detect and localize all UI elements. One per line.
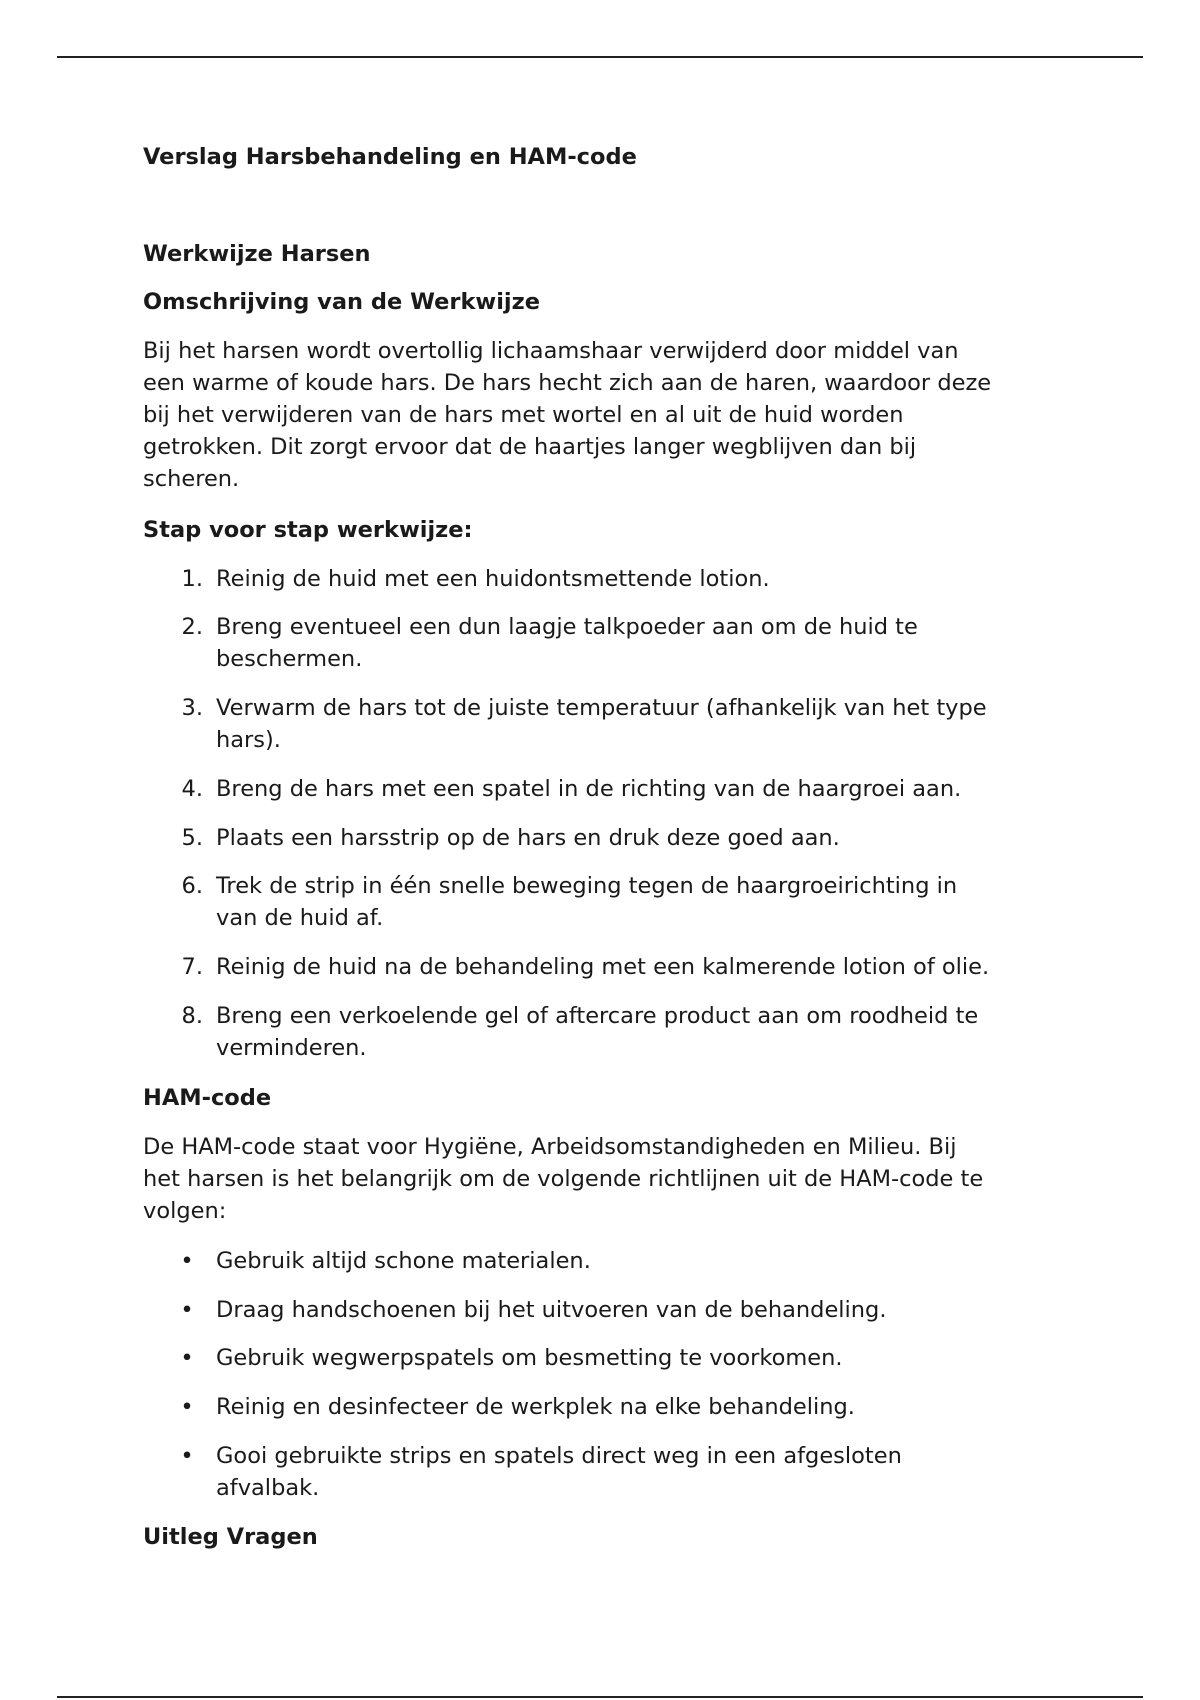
list-item-line: Draag handschoenen bij het uitvoeren van de behandeling. xyxy=(216,1297,887,1323)
paragraph-line: getrokken. Dit zorgt ervoor dat de haartjes langer wegblijven dan bij xyxy=(143,434,917,460)
list-item-line: Gooi gebruikte strips en spatels direct weg in een afgesloten xyxy=(216,1443,902,1469)
step-number: 5. xyxy=(181,825,203,851)
step-text xyxy=(216,822,1056,854)
description-paragraph xyxy=(143,335,1063,495)
bullet-icon: • xyxy=(180,1394,194,1420)
steps-heading: Stap voor stap werkwijze: xyxy=(143,517,473,543)
list-item-line: Reinig en desinfecteer de werkplek na elke behandeling. xyxy=(216,1394,855,1420)
list-item-line: Gebruik altijd schone materialen. xyxy=(216,1248,591,1274)
step-line: Breng eventueel een dun laagje talkpoeder aan om de huid te xyxy=(216,614,918,640)
step-line: Trek de strip in één snelle beweging tegen de haargroeirichting in xyxy=(216,873,958,899)
subsection-heading-omschrijving: Omschrijving van de Werkwijze xyxy=(143,289,540,315)
step-line: Breng de hars met een spatel in de richting van de haargroei aan. xyxy=(216,776,962,802)
step-line: van de huid af. xyxy=(216,905,384,931)
list-item-text xyxy=(216,1245,1056,1277)
step-number: 1. xyxy=(181,566,203,592)
step-line: Reinig de huid met een huidontsmettende lotion. xyxy=(216,566,770,592)
step-line: Reinig de huid na de behandeling met een kalmerende lotion of olie. xyxy=(216,954,990,980)
step-number: 3. xyxy=(181,695,203,721)
section-heading-werkwijze-harsen: Werkwijze Harsen xyxy=(143,241,371,267)
list-item-text xyxy=(216,1294,1056,1326)
step-line: Breng een verkoelende gel of aftercare product aan om roodheid te xyxy=(216,1003,979,1029)
paragraph-line: volgen: xyxy=(143,1198,227,1224)
paragraph-line: De HAM-code staat voor Hygiëne, Arbeidsomstandigheden en Milieu. Bij xyxy=(143,1134,957,1160)
step-line: verminderen. xyxy=(216,1035,367,1061)
step-number: 2. xyxy=(181,614,203,640)
list-item-text xyxy=(216,1342,1056,1374)
paragraph-line: bij het verwijderen van de hars met wortel en al uit de huid worden xyxy=(143,402,904,428)
list-item-line: Gebruik wegwerpspatels om besmetting te voorkomen. xyxy=(216,1345,843,1371)
step-text xyxy=(216,870,1056,934)
paragraph-line: Bij het harsen wordt overtollig lichaamshaar verwijderd door middel van xyxy=(143,338,959,364)
top-divider xyxy=(57,56,1143,58)
step-number: 8. xyxy=(181,1003,203,1029)
step-number: 4. xyxy=(181,776,203,802)
step-text xyxy=(216,611,1056,675)
bullet-icon: • xyxy=(180,1248,194,1274)
step-text xyxy=(216,692,1056,756)
document-title: Verslag Harsbehandeling en HAM-code xyxy=(143,144,637,170)
step-line: beschermen. xyxy=(216,646,363,672)
bullet-icon: • xyxy=(180,1345,194,1371)
step-line: Verwarm de hars tot de juiste temperatuur (afhankelijk van het type xyxy=(216,695,987,721)
list-item-text xyxy=(216,1391,1056,1423)
bullet-icon: • xyxy=(180,1297,194,1323)
paragraph-line: scheren. xyxy=(143,466,240,492)
bullet-icon: • xyxy=(180,1443,194,1469)
step-text xyxy=(216,951,1056,983)
uitleg-vragen-heading: Uitleg Vragen xyxy=(143,1524,318,1550)
list-item-line: afvalbak. xyxy=(216,1475,320,1501)
step-line: Plaats een harsstrip op de hars en druk deze goed aan. xyxy=(216,825,840,851)
ham-intro-paragraph xyxy=(143,1131,1063,1227)
step-line: hars). xyxy=(216,727,281,753)
paragraph-line: een warme of koude hars. De hars hecht zich aan de haren, waardoor deze xyxy=(143,370,992,396)
bottom-divider xyxy=(57,1696,1143,1698)
list-item-text xyxy=(216,1440,1056,1504)
ham-code-heading: HAM-code xyxy=(143,1085,272,1111)
step-text xyxy=(216,563,1056,595)
step-text xyxy=(216,1000,1056,1064)
step-text xyxy=(216,773,1056,805)
step-number: 6. xyxy=(181,873,203,899)
paragraph-line: het harsen is het belangrijk om de volgende richtlijnen uit de HAM-code te xyxy=(143,1166,984,1192)
step-number: 7. xyxy=(181,954,203,980)
